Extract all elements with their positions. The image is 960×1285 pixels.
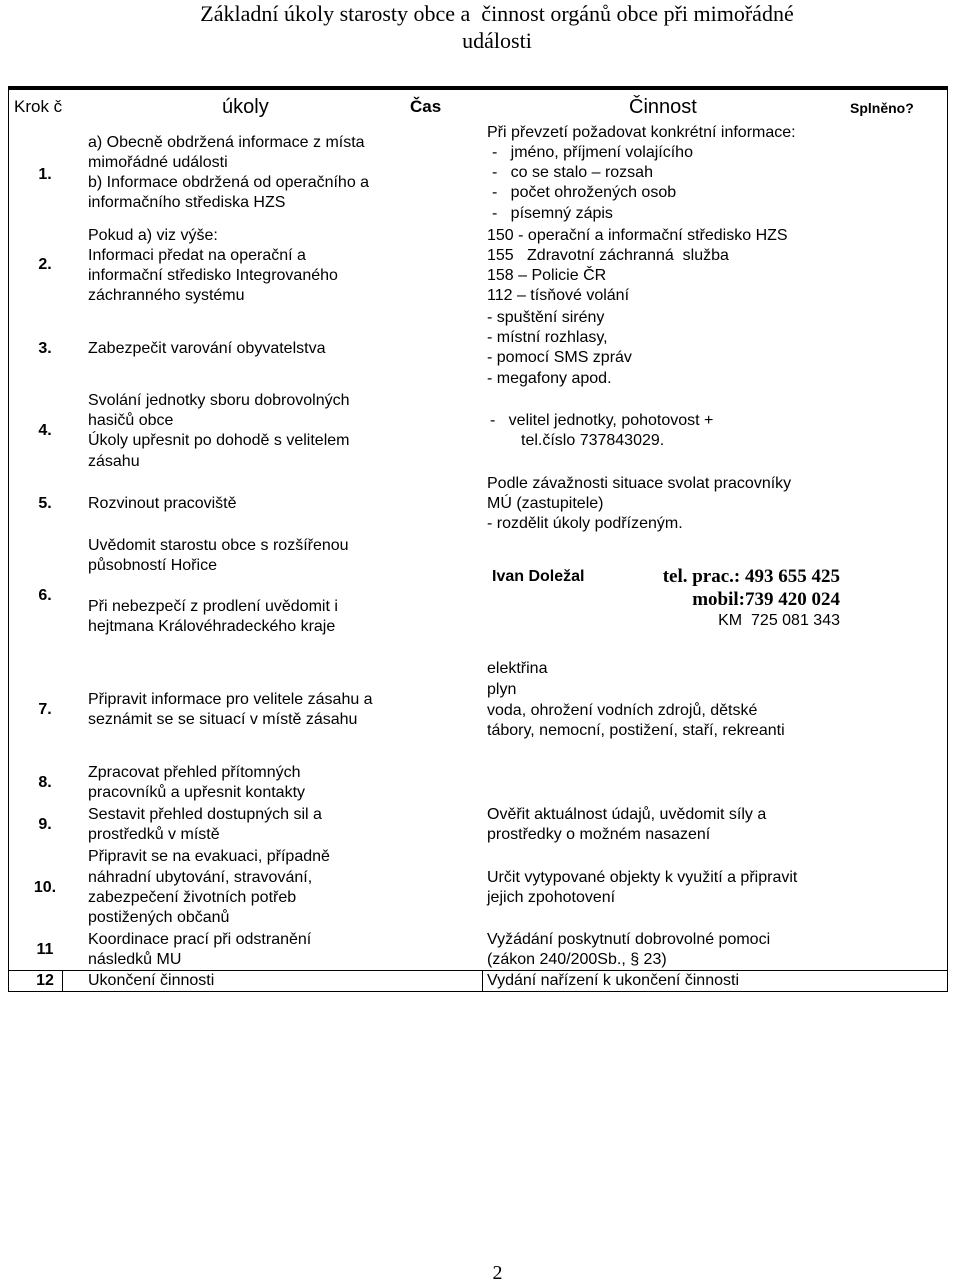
activity-line: Ověřit aktuálnost údajů, uvědomit síly a [487, 806, 767, 823]
row-number: 2. [38, 256, 52, 273]
task-line: prostředků v místě [88, 826, 220, 843]
activity-line: - megafony apod. [487, 370, 612, 387]
task-line: Při nebezpečí z prodlení uvědomit i [88, 598, 338, 615]
activity-line: - jméno, příjmení volajícího [492, 144, 693, 161]
row-number: 6. [38, 587, 52, 604]
activity-line: tábory, nemocní, postižení, staří, rekreanti [487, 722, 785, 739]
task-line: Rozvinout pracoviště [88, 495, 237, 512]
contact-name: Ivan Doležal [492, 568, 585, 585]
row-number: 3. [38, 340, 52, 357]
activity-line: voda, ohrožení vodních zdrojů, dětské [487, 702, 758, 719]
row-number: 8. [38, 774, 52, 791]
page-title-line-2: události [462, 28, 532, 53]
activity-line: (zákon 240/200Sb., § 23) [487, 951, 667, 968]
activity-line: - spuštění sirény [487, 309, 605, 326]
table-bottom-border [8, 991, 948, 992]
task-line: Sestavit přehled dostupných sil a [88, 806, 322, 823]
task-line: záchranného systému [88, 287, 245, 304]
activity-line: - místní rozhlasy, [487, 329, 608, 346]
task-line: informační středisko Integrovaného [88, 267, 338, 284]
row-number: 11 [36, 941, 54, 958]
header-cas: Čas [410, 97, 442, 116]
contact-km: KM 725 081 343 [718, 612, 840, 629]
row-12-divider [482, 970, 483, 992]
row-number: 7. [38, 701, 52, 718]
task-line: pracovníků a upřesnit kontakty [88, 784, 306, 801]
activity-line: 155 Zdravotní záchranná služba [487, 247, 729, 264]
page-number: 2 [492, 1262, 503, 1284]
activity-line: Při převzetí požadovat konkrétní informace: [487, 124, 796, 141]
activity-line: Určit vytypované objekty k využití a připravit [487, 869, 798, 886]
activity-line: jejich zpohotovení [487, 889, 616, 906]
task-line: Uvědomit starostu obce s rozšířenou [88, 537, 349, 554]
table-right-border [947, 86, 948, 992]
task-line: Připravit se na evakuaci, případně [88, 848, 330, 865]
contact-mobile: mobil:739 420 024 [692, 589, 840, 610]
task-line: Zpracovat přehled přítomných [88, 764, 301, 781]
activity-line: tel.číslo 737843029. [521, 432, 665, 449]
activity-line: plyn [487, 681, 517, 698]
task-line: Informaci předat na operační a [88, 247, 306, 264]
row-number: 5. [38, 495, 52, 512]
task-line: mimořádné události [88, 154, 228, 171]
task-line: Pokud a) viz výše: [88, 227, 218, 244]
task-line: Úkoly upřesnit po dohodě s velitelem [88, 432, 350, 449]
task-line: a) Obecně obdržená informace z místa [88, 134, 365, 151]
row-number: 4. [38, 422, 52, 439]
activity-line: 150 - operační a informační středisko HZS [487, 227, 788, 244]
task-line: Koordinace prací při odstranění [88, 931, 312, 948]
row-number: 1. [38, 166, 52, 183]
table-top-border [8, 86, 948, 90]
row-number: 10. [33, 879, 57, 896]
task-line: působností Hořice [88, 557, 217, 574]
activity-line: Podle závažnosti situace svolat pracovníky [487, 475, 792, 492]
activity-line: elektřina [487, 660, 548, 677]
activity-line: prostředky o možném nasazení [487, 826, 711, 843]
task-line: postižených občanů [88, 909, 230, 926]
task-line: hasičů obce [88, 412, 174, 429]
activity-line: - počet ohrožených osob [492, 184, 677, 201]
task-line: Ukončení činnosti [88, 972, 215, 989]
task-line: náhradní ubytování, stravování, [88, 869, 313, 886]
activity-line: 158 – Policie ČR [487, 267, 607, 284]
header-cinnost: Činnost [629, 96, 697, 118]
activity-line: 112 – tísňové volání [487, 287, 630, 304]
row-number: 9. [38, 816, 52, 833]
task-line: zabezpečení životních potřeb [88, 889, 297, 906]
activity-line: MÚ (zastupitele) [487, 495, 604, 512]
task-line: seznámit se se situací v místě zásahu [88, 711, 358, 728]
task-line: Připravit informace pro velitele zásahu a [88, 691, 373, 708]
row-number: 12 [36, 972, 54, 989]
header-ukoly: úkoly [222, 96, 269, 118]
activity-line: - pomocí SMS zpráv [487, 349, 632, 366]
activity-line: - co se stalo – rozsah [492, 164, 653, 181]
task-line: informačního střediska HZS [88, 194, 286, 211]
task-line: Svolání jednotky sboru dobrovolných [88, 392, 350, 409]
activity-line: - velitel jednotky, pohotovost + [490, 412, 714, 429]
header-splneno: Splněno? [850, 100, 914, 116]
task-line: následků MU [88, 951, 182, 968]
activity-line: Vyžádání poskytnutí dobrovolné pomoci [487, 931, 771, 948]
task-line: hejtmana Královéhradeckého kraje [88, 618, 336, 635]
activity-line: Vydání nařízení k ukončení činnosti [487, 972, 739, 989]
activity-line: - rozdělit úkoly podřízeným. [487, 515, 683, 532]
task-line: zásahu [88, 453, 140, 470]
page-title-line-1: Základní úkoly starosty obce a činnost orgánů obce při mimořádné [200, 1, 794, 26]
contact-work-phone: tel. prac.: 493 655 425 [662, 566, 840, 587]
task-line: b) Informace obdržená od operačního a [88, 174, 370, 191]
activity-line: - písemný zápis [492, 205, 613, 222]
table-left-border [8, 86, 9, 992]
header-krok: Krok č [14, 97, 63, 116]
task-line: Zabezpečit varování obyvatelstva [88, 340, 326, 357]
